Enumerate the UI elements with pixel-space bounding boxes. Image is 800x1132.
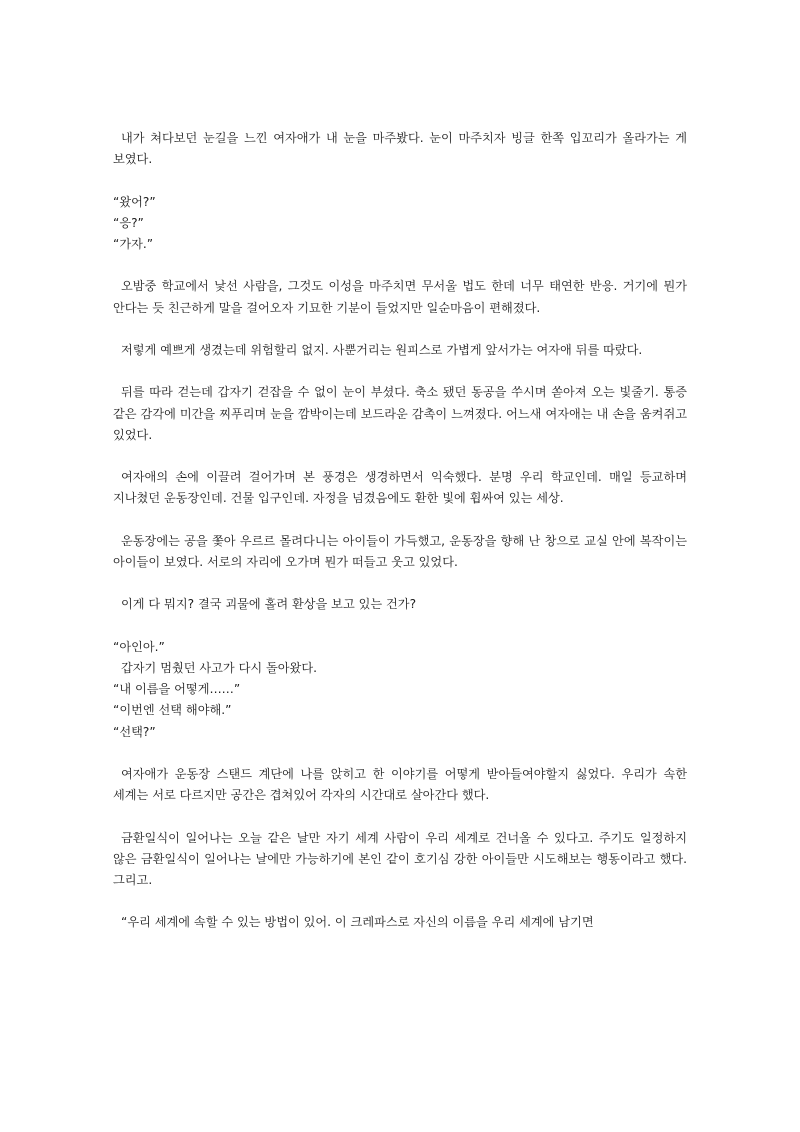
- paragraph-gaze-met: 내가 쳐다보던 눈길을 느낀 여자애가 내 눈을 마주봤다. 눈이 마주치자 빙글 한쪽 입꼬리가 올라가는 게 보였다.: [113, 131, 687, 167]
- dialogue-line: “선택?”: [113, 724, 156, 739]
- dialogue-line: “응?”: [113, 215, 144, 230]
- paragraph-dazzling-light: 뒤를 따라 걷는데 갑자기 걷잡을 수 없이 눈이 부셨다. 축소 됐던 동공을 쑤시며 쏟아져 오는 빛줄기. 통증 같은 감각에 미간을 찌푸리며 눈을 깜박이는데 보드라운 감촉이 느껴졌다. 어느새 여자애는 내 손을 움켜쥐고 있었다.: [113, 385, 687, 442]
- dialogue-line: “아인아.”: [113, 639, 165, 654]
- dialogue-line: “왔어?”: [113, 194, 156, 209]
- paragraph-playground-children: 운동장에는 공을 쫓아 우르르 몰려다니는 아이들이 가득했고, 운동장을 향해 난 창으로 교실 안에 복작이는 아이들이 보였다. 서로의 자리에 오가며 뭔가 떠들고 웃고 있었다.: [113, 533, 687, 569]
- paragraph-annular-eclipse: 금환일식이 일어나는 오늘 같은 날만 자기 세계 사람이 우리 세계로 건너올 수 있다고. 주기도 일정하지 않은 금환일식이 일어나는 날에만 가능하기에 본인 같이 호기심 강한 아이들만 시도해보는 행동이라고 했다. 그리고.: [113, 830, 687, 887]
- dialogue-choice: [113, 637, 687, 743]
- dialogue-line: “내 이름을 어떻게……”: [113, 682, 241, 697]
- story-text-body: [113, 128, 687, 955]
- paragraph-illusion-question: 이게 다 뭐지? 결국 괴물에 홀려 환상을 보고 있는 건가?: [121, 597, 417, 612]
- paragraph-following-girl: 저렇게 예쁘게 생겼는데 위험할리 없지. 사뿐거리는 원피스로 가볍게 앞서가는 여자애 뒤를 따랐다.: [121, 342, 643, 357]
- dialogue-line: “가자.”: [113, 237, 154, 251]
- dialogue-greeting: [113, 192, 687, 256]
- paragraph-two-worlds: 여자애가 운동장 스탠드 계단에 나를 앉히고 한 이야기를 어떻게 받아들여야할지 싫었다. 우리가 속한 세계는 서로 다르지만 공간은 겹쳐있어 각자의 시간대로 살아간다 했다.: [113, 766, 687, 803]
- narration-line: 갑자기 멈췄던 사고가 다시 돌아왔다.: [121, 660, 317, 675]
- paragraph-stranger-at-night: 오밤중 학교에서 낯선 사람을, 그것도 이성을 마주치면 무서울 법도 한데 너무 태연한 반응. 거기에 뭔가 안다는 듯 친근하게 말을 걸어오자 기묘한 기분이 들었지만 일순마음이 편해졌다.: [113, 279, 687, 315]
- paragraph-familiar-scenery: 여자애의 손에 이끌려 걸어가며 본 풍경은 생경하면서 익숙했다. 분명 우리 학교인데. 매일 등교하며 지나쳤던 운동장인데. 건물 입구인데. 자정을 넘겼음에도 환한 빛에 휩싸여 있는 세상.: [113, 470, 687, 506]
- dialogue-line: “이번엔 선택 해야해.”: [113, 703, 232, 718]
- paragraph-crayon-name: “우리 세계에 속할 수 있는 방법이 있어. 이 크레파스로 자신의 이름을 우리 세계에 남기면: [121, 915, 594, 930]
